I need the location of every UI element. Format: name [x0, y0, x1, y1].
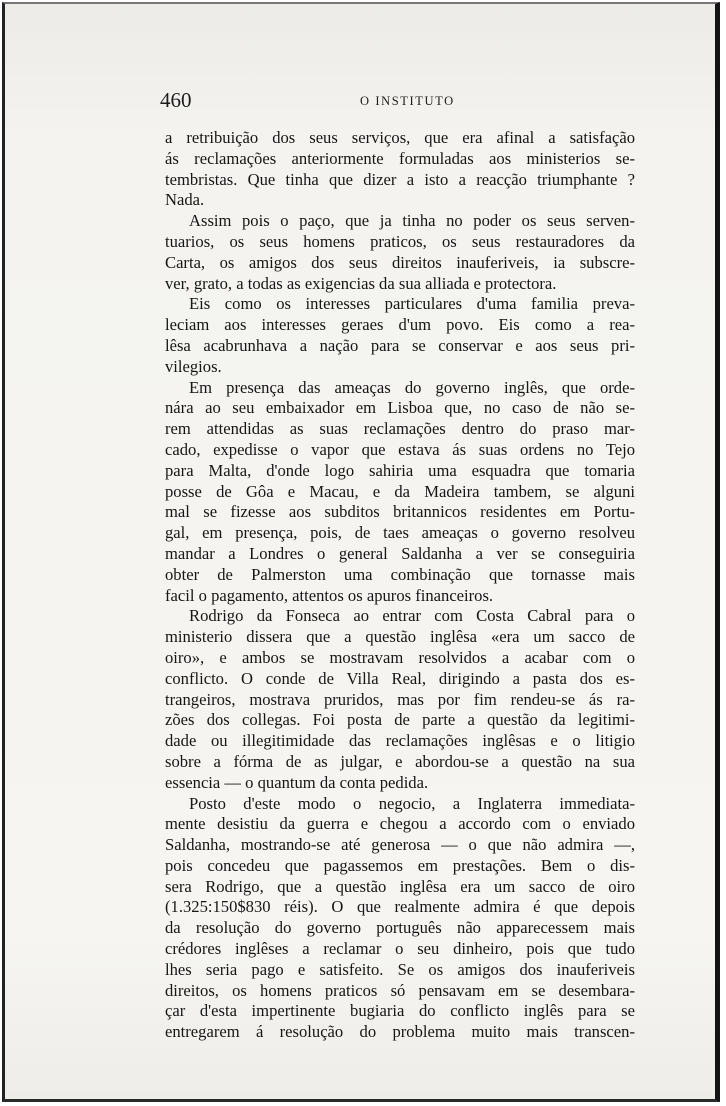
text-line: tuarios, os seus homens praticos, os seus restauradores da: [165, 231, 635, 251]
scanned-page: [2, 2, 720, 1102]
text-line: da resolução do governo português não apparecessem mais: [165, 918, 635, 938]
text-line: oiro», e ambos se mostravam resolvidos a acabar com o: [165, 647, 635, 667]
text-line: Saldanha, mostrando-se até generosa — o que não admira —,: [165, 835, 635, 855]
text-line: facil o pagamento, attentos os apuros financeiros.: [165, 585, 494, 605]
text-line: trangeiros, mostrava pruridos, mas por fim rendeu-se ás ra-: [165, 689, 635, 709]
text-line: Nada.: [165, 190, 205, 210]
text-line: obter de Palmerston uma combinação que tornasse mais: [165, 564, 635, 584]
text-line: conflicto. O conde de Villa Real, dirigindo a pasta dos es-: [165, 668, 635, 688]
text-line: mandar a Londres o general Saldanha a ver se conseguiria: [165, 543, 635, 563]
text-line: nára ao seu embaixador em Lisboa que, no caso de não se-: [165, 398, 635, 418]
text-line: a retribuição dos seus serviços, que era afinal a satisfação: [165, 128, 635, 147]
text-line: zões dos collegas. Foi posta de parte a questão da legitimi-: [165, 710, 635, 730]
text-line: crédores inglêses a reclamar o seu dinheiro, pois que tudo: [165, 939, 635, 959]
text-line: lhes seria pago e satisfeito. Se os amigos dos inauferiveis: [165, 959, 635, 979]
text-line: Em presença das ameaças do governo inglês, que orde-: [189, 377, 635, 397]
text-line: sera Rodrigo, que a questão inglêsa era um sacco de oiro: [165, 876, 635, 896]
text-line: tembristas. Que tinha que dizer a isto a reacção triumphante ?: [165, 169, 635, 189]
running-title: O INSTITUTO: [360, 94, 455, 108]
text-line: gal, em presença, pois, de taes ameaças o governo resolveu: [165, 523, 635, 543]
text-line: Assim pois o paço, que ja tinha no poder os seus serven-: [189, 211, 635, 231]
text-line: çar d'esta impertinente bugiaria do conflicto inglês para se: [165, 1001, 635, 1021]
text-line: sobre a fórma de as julgar, e abordou-se a questão na sua: [165, 751, 635, 771]
text-line: dade ou illegitimidade das reclamações inglêsas e o litigio: [165, 731, 635, 751]
page-number: 460: [160, 88, 192, 112]
text-line: cado, expedisse o vapor que estava ás suas ordens no Tejo: [165, 439, 635, 459]
page-header: [160, 88, 640, 112]
text-line: entregarem á resolução do problema muito mais transcen-: [165, 1022, 635, 1042]
text-line: para Malta, d'onde logo sahiria uma esquadra que tomaria: [165, 460, 635, 480]
text-line: essencia — o quantum da conta pedida.: [165, 772, 429, 792]
body-text: [165, 128, 635, 1043]
text-line: Posto d'este modo o negocio, a Inglaterra immediata-: [189, 793, 635, 813]
text-line: (1.325:150$830 réis). O que realmente admira é que depois: [165, 897, 635, 917]
text-line: Carta, os amigos dos seus direitos inauferiveis, ia subscre-: [165, 252, 635, 272]
text-line: ver, grato, a todas as exigencias da sua alliada e protectora.: [165, 273, 557, 293]
text-line: ministerio dissera que a questão inglêsa «era um sacco de: [165, 627, 635, 647]
text-line: vilegios.: [165, 356, 222, 376]
text-line: posse de Gôa e Macau, e da Madeira tambem, se alguni: [165, 481, 635, 501]
text-line: mente desistiu da guerra e chegou a accordo com o enviado: [165, 814, 635, 834]
text-line: direitos, os homens praticos só pensavam em se desembara-: [165, 980, 635, 1000]
text-line: pois concedeu que pagassemos em prestações. Bem o dis-: [165, 855, 635, 875]
text-line: lêsa acabrunhava a nação para se conservar e aos seus pri-: [165, 335, 635, 355]
text-line: rem attendidas as suas reclamações dentro do praso mar-: [165, 419, 635, 439]
text-line: ás reclamações anteriormente formuladas aos ministerios se-: [165, 148, 635, 168]
text-line: mal se fizesse aos subditos britannicos residentes em Portu-: [165, 502, 635, 522]
text-line: leciam aos interesses geraes d'um povo. Eis como a rea-: [165, 315, 635, 335]
text-line: Rodrigo da Fonseca ao entrar com Costa Cabral para o: [189, 606, 635, 626]
text-line: Eis como os interesses particulares d'uma familia preva-: [189, 294, 635, 314]
